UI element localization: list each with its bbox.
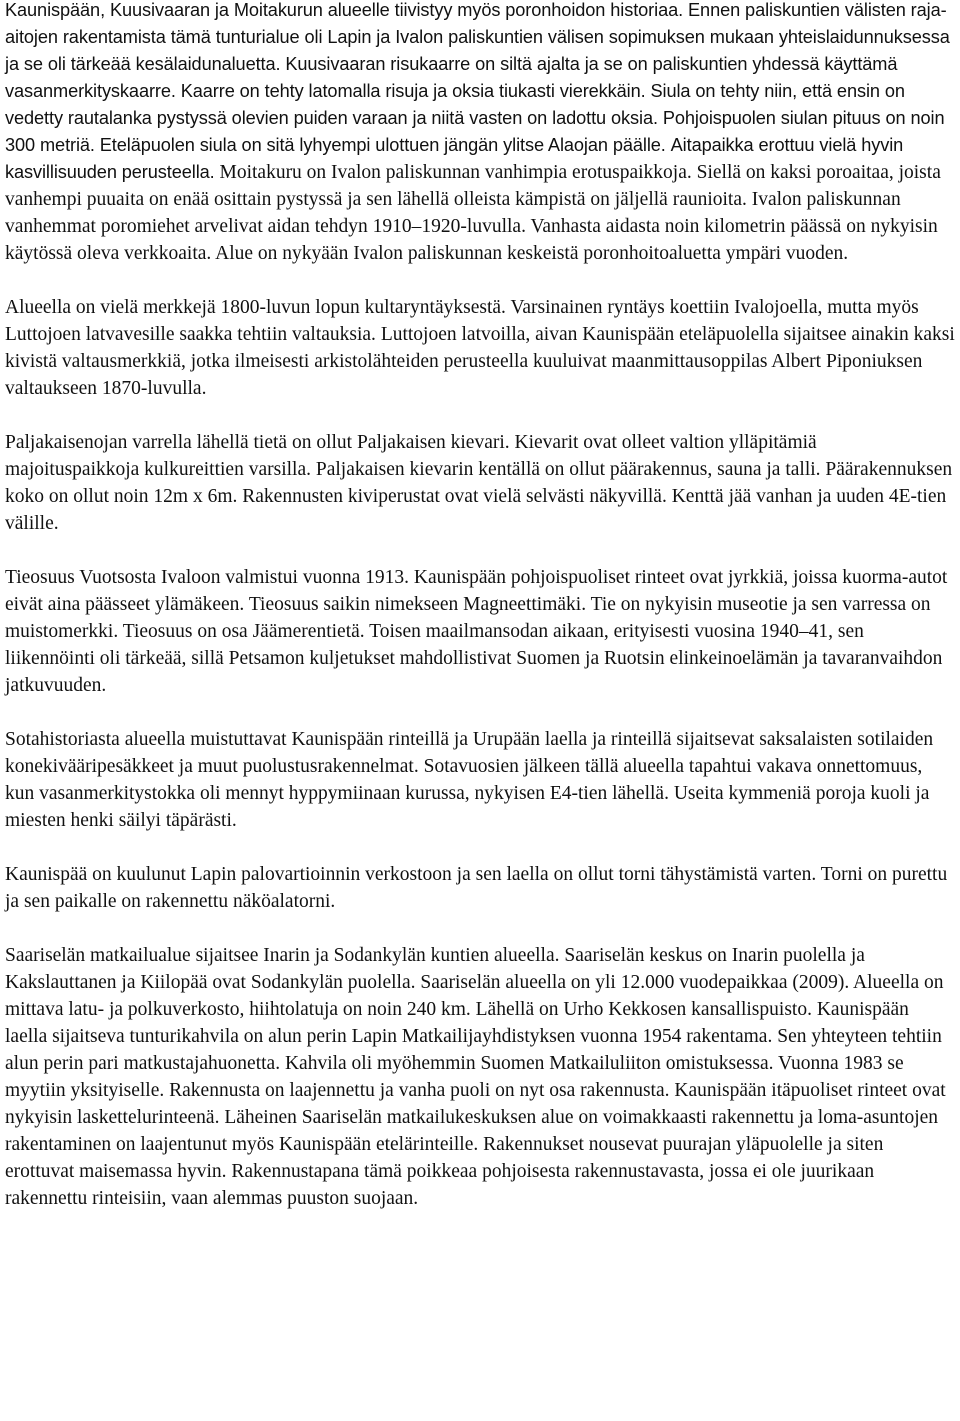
sentence: Luttojoen latvoilla, aivan Kaunispään eteläpuolella sijaitsee ainakin kaksi kivistä valtausmerkkiä, jotka ilmeisesti arkistolähteiden perusteella kuuluivat maanmittausoppilas Albert Piponiuksen valtaukseen 1870-luvulla. [5,324,955,399]
sentence: Kahvila oli myöhemmin Suomen Matkailuliiton omistuksessa. [284,1053,774,1074]
document-body [5,0,955,1239]
paragraph-tourism [5,942,955,1212]
sentence: Läheinen Saariselän matkailukeskuksen alue on voimakkaasti rakennettu ja loma-asuntojen rakentaminen on laajentunut myös Kaunispään etelärinteille. [5,1107,939,1155]
sentence: Saariselän alueella on yli 12.000 vuodepaikkaa (2009). [420,972,850,993]
sentence: Kaunispää on kuulunut Lapin palovartioinnin verkostoon ja sen laella on ollut torni tähystämistä varten. [5,864,817,885]
sentence: Aitapaikka erottuu vielä hyvin kasvillisuuden perusteella. [5,135,904,182]
sentence: Eteläpuolen siula on sitä lyhyempi ulottuen jängän ylitse Alaojan päälle. [99,135,666,155]
sentence: Kaarre on tehty latomalla risuja ja oksia tiukasti vierekkäin. [180,81,646,101]
sentence: Toisen maailmansodan aikaan, erityisesti vuosina 1940–41, sen liikennöinti oli tärkeää, sillä Petsamon kuljetukset mahdollistivat Suomen ja Ruotsin elinkeinoelämän ja tavaranvaihdon jatkuvuuden. [5,621,943,696]
sentence: Siellä on kaksi poroaitaa, joista vanhempi puuaita on enää osittain pystyssä ja sen lähellä olleista kämpistä on jäljellä raunioita. [5,162,941,210]
sentence: Siula on tehty niin, että ensin on vedetty rautalanka pystyssä olevien puiden varaan ja niitä vasten on ladottu oksia. [5,81,905,128]
sentence: Alueella on mittava latu- ja polkuverkosto, hiihtolatuja on noin 240 km. [5,972,944,1020]
sentence: Rakennusten kiviperustat ovat vielä selvästi näkyvillä. [242,486,667,507]
paragraph-war-history [5,726,955,834]
sentence: Sotahistoriasta alueella muistuttavat Kaunispään rinteillä ja Urupään laella ja rinteillä sijaitsevat saksalaisten sotilaiden konekivääripesäkkeet ja muut puolustusrakennelmat. [5,729,934,777]
sentence: Kuusivaaran risukaarre on siltä ajalta ja se on paliskuntien yhdessä käyttämä vasanmerkityskaarre. [5,54,898,101]
sentence: Kaunispään, Kuusivaaran ja Moitakurun alueelle tiivistyy myös poronhoidon historiaa. Ennen paliskuntien välisten raja-aitojen rakentamista tämä tunturialue oli Lapin ja Ivalon paliskuntien välisen sopimuksen mukaan yhteislaidunnuksessa ja se oli tärkeää kesälaidunaluetta. [5,0,950,74]
sentence: Alue on nykyään Ivalon paliskunnan keskeistä poronhoitoaluetta ympäri vuoden. [215,243,849,264]
sentence: Kievarit ovat olleet valtion ylläpitämiä majoituspaikkoja kulkureittien varsilla. [5,432,817,480]
sentence: Ivalon paliskunnan vanhemmat poromiehet arvelivat aidan tehdyn 1910–1920-luvulla. [5,189,901,237]
sentence: Kaunispään laella sijaitseva tunturikahvila on alun perin Lapin Matkailijayhdistyksen vuonna 1954 rakentama. [5,999,909,1047]
sentence: Alueella on vielä merkkejä 1800-luvun lopun kultaryntäyksestä. [5,297,506,318]
sentence: Vuonna 1983 se myytiin yksityiselle. [5,1053,904,1101]
sentence: Tieosuus saikin nimekseen Magneettimäki. [248,594,587,615]
sentence: Paljakaisen kievarin kentällä on ollut päärakennus, sauna ja talli. [315,459,821,480]
sentence: Päärakennuksen koko on ollut noin 12m x 6m. [5,459,953,507]
sentence: Saariselän keskus on Inarin puolella ja Kakslauttanen ja Kiilopää ovat Sodankylän puolella. [5,945,865,993]
sentence: Rakennusta on laajennettu ja vanha puoli on nyt osa rakennusta. [169,1080,670,1101]
sentence: Kaunispään itäpuoliset rinteet ovat nykyisin laskettelurinteenä. [5,1080,946,1128]
sentence: Kenttä jää vanhan ja uuden 4E-tien välille. [5,486,947,534]
sentence: Useita kymmeniä poroja kuoli ja miesten henki säilyi täpärästi. [5,783,930,831]
sentence: Kaunispään pohjoispuoliset rinteet ovat jyrkkiä, joissa kuorma-autot eivät aina päässeet ylämäkeen. [5,567,948,615]
sentence: Sotavuosien jälkeen tällä alueella tapahtui vakava onnettomuus, kun vasanmerkitystokka oli mennyt hyppymiinaan kurussa, nykyisen E4-tien lähellä. [5,756,923,804]
sentence: Rakennustapana tämä poikkeaa pohjoisesta rakennustavasta, jossa ei ole juurikaan rakennettu rinteisiin, vaan alemmas puuston suojaan. [5,1161,875,1209]
sentence: Vanhasta aidasta noin kilometrin päässä on nykyisin käytössä oleva verkkoaita. [5,216,938,264]
paragraph-gold-rush [5,294,955,402]
paragraph-paljakainen-inn [5,429,955,537]
sentence: Tieosuus Vuotsosta Ivaloon valmistui vuonna 1913. [5,567,410,588]
sentence: Rakennukset nousevat puurajan yläpuolelle ja siten erottuvat maisemassa hyvin. [5,1134,884,1182]
sentence: Pohjoispuolen siulan pituus on noin 300 metriä. [5,108,945,155]
paragraph-road-history [5,564,955,699]
sentence: Paljakaisenojan varrella lähellä tietä on ollut Paljakaisen kievari. [5,432,510,453]
sentence: Saariselän matkailualue sijaitsee Inarin ja Sodankylän kuntien alueella. [5,945,560,966]
sentence: Varsinainen ryntäys koettiin Ivalojoella, mutta myös Luttojoen latvavesille saakka tehtiin valtauksia. [5,297,919,345]
sentence: Torni on purettu ja sen paikalle on rakennettu näköalatorni. [5,864,948,912]
sentence: Lähellä on Urho Kekkosen kansallispuisto. [475,999,812,1020]
sentence: Tieosuus on osa Jäämerentietä. [122,621,365,642]
paragraph-fire-tower [5,861,955,915]
sentence: Moitakuru on Ivalon paliskunnan vanhimpia erotuspaikkoja. [219,162,692,183]
sentence: Sen yhteyteen tehtiin alun perin pari matkustajahuonetta. [5,1026,942,1074]
sentence: Tie on nykyisin museotie ja sen varressa on muistomerkki. [5,594,931,642]
paragraph-reindeer-history [5,0,955,267]
